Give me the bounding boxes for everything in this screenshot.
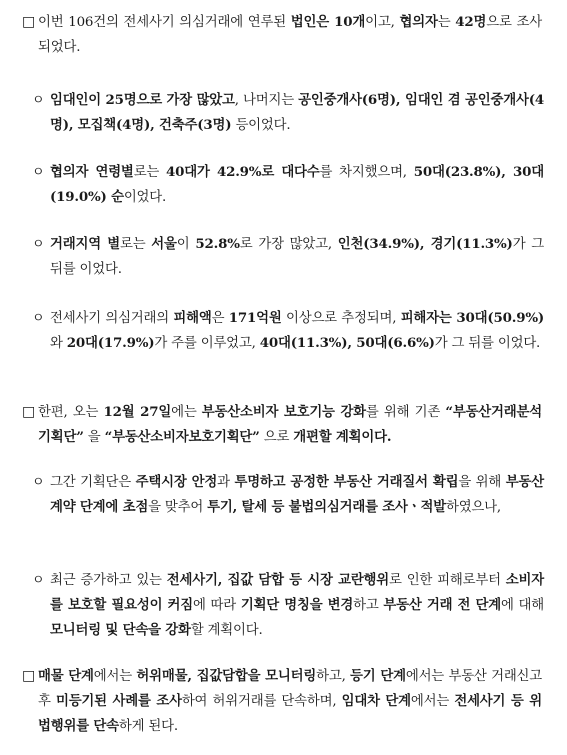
text-run: 가 그 뒤를 이었다. <box>50 237 545 277</box>
circle-bullet-icon: ㅇ <box>32 93 45 108</box>
text-run: 하고 <box>353 598 384 613</box>
text-run: 를 위해 기존 <box>365 405 446 420</box>
bullet-paragraph <box>32 470 544 520</box>
paragraph-text <box>38 10 542 60</box>
text-run: 하여 허위거래를 단속하며, <box>181 694 342 709</box>
text-run: 한편, 오는 <box>38 405 104 420</box>
text-run: 를 차지했으며, <box>319 165 414 180</box>
text-run: 로는 <box>119 237 152 252</box>
text-run: 에 대해 <box>500 598 544 613</box>
bold-text-run: “부동산거래분석기획단” <box>38 404 542 445</box>
section-paragraph <box>22 664 542 739</box>
text-run: 으로 조사되었다. <box>38 15 542 55</box>
square-bullet-icon: □ <box>22 404 36 420</box>
bold-text-run: 거래지역 별 <box>50 236 120 252</box>
bold-text-run: 부동산 계약 단계에 초점 <box>50 474 544 515</box>
paragraph-text <box>50 232 544 282</box>
text-run: 등이었다. <box>231 118 291 133</box>
bold-text-run: 미등기된 사례를 조사 <box>55 693 182 709</box>
text-run: , 나머지는 <box>234 93 299 108</box>
circle-bullet-icon: ㅇ <box>32 165 45 180</box>
bold-text-run: 소비자를 보호할 필요성이 커짐 <box>50 572 544 613</box>
bold-text-run: 부동산소비자 보호기능 강화 <box>201 404 366 420</box>
bold-text-run: 개편할 계획이다. <box>293 429 392 445</box>
text-run: 이상으로 추정되며, <box>281 311 401 326</box>
bold-text-run: 모니터링 및 단속을 강화 <box>50 622 191 638</box>
paragraph-text <box>38 664 542 739</box>
text-run: 은 <box>211 311 229 326</box>
circle-bullet-icon: ㅇ <box>32 573 45 588</box>
text-run: 로 가장 많았고, <box>239 237 338 252</box>
circle-bullet-icon: ㅇ <box>32 475 45 490</box>
text-run: 로 인한 피해로부터 <box>389 573 506 588</box>
bold-text-run: 52.8% <box>195 236 240 252</box>
bold-text-run: 40대가 42.9%로 대다수 <box>166 164 320 180</box>
paragraph-text <box>50 306 544 356</box>
paragraph-text <box>38 400 542 450</box>
bullet-paragraph <box>32 232 544 282</box>
bullet-paragraph <box>32 306 544 356</box>
text-run: 최근 증가하고 있는 <box>50 573 167 588</box>
bold-text-run: 인천(34.9%), 경기(11.3%) <box>337 236 513 252</box>
bold-text-run: 피해액 <box>173 310 212 326</box>
paragraph-text <box>50 160 544 210</box>
paragraph-text <box>50 568 544 643</box>
bold-text-run: 주택시장 안정 <box>135 474 218 490</box>
text-run: 할 계획이다. <box>190 623 263 638</box>
text-run: 하게 된다. <box>118 719 178 734</box>
bullet-paragraph <box>32 88 544 138</box>
bold-text-run: 전세사기 등 위법행위를 단속 <box>38 693 542 734</box>
text-run: 가 주를 이루었고, <box>154 336 260 351</box>
text-run: 이고, <box>365 15 400 30</box>
text-run: 하고, <box>316 669 351 684</box>
bold-text-run: 투명하고 공정한 부동산 거래질서 확립 <box>234 474 459 490</box>
paragraph-text <box>50 88 544 138</box>
text-run: 에서는 <box>93 669 137 684</box>
square-bullet-icon: □ <box>22 668 36 684</box>
text-run: 에는 <box>171 405 202 420</box>
text-run: 이 <box>176 237 196 252</box>
bold-text-run: 투기, 탈세 등 불법의심거래를 조사ㆍ적발 <box>207 499 446 515</box>
circle-bullet-icon: ㅇ <box>32 311 45 326</box>
text-run: 이었다. <box>123 190 167 205</box>
text-run: 으로 <box>259 430 294 445</box>
bold-text-run: 12월 27일 <box>103 404 172 420</box>
bold-text-run: 피해자는 30대(50.9%) <box>400 310 545 326</box>
bold-text-run: 40대(11.3%), 50대(6.6%) <box>259 335 435 351</box>
bold-text-run: 임대차 단계 <box>341 693 411 709</box>
bold-text-run: 171억원 <box>228 310 282 326</box>
bold-text-run: 매물 단계 <box>38 668 94 684</box>
bold-text-run: 허위매물, 집값담합을 모니터링 <box>136 668 317 684</box>
text-run: 로는 <box>133 165 167 180</box>
bold-text-run: 공인중개사(6명), 임대인 겸 공인중개사(4명), 모집책(4명), 건축주(3명) <box>50 92 544 133</box>
bullet-paragraph <box>32 160 544 210</box>
text-run: 이번 106건의 전세사기 의심거래에 연루된 <box>38 15 291 30</box>
section-paragraph <box>22 10 542 60</box>
text-run: 에서는 부동산 거래신고 후 <box>38 669 543 709</box>
text-run: 그간 기획단은 <box>50 475 136 490</box>
bold-text-run: 부동산 거래 전 단계 <box>383 597 501 613</box>
text-run: 전세사기 의심거래의 <box>50 311 174 326</box>
text-run: 에서는 <box>410 694 455 709</box>
text-run: 는 <box>437 15 456 30</box>
bold-text-run: 협의자 <box>399 14 438 30</box>
text-run: 을 맞추어 <box>148 500 208 515</box>
section-paragraph <box>22 400 542 450</box>
paragraph-text <box>50 470 544 520</box>
bold-text-run: “부동산소비자보호기획단” <box>104 429 260 445</box>
bold-text-run: 협의자 연령별 <box>50 164 134 180</box>
text-run: 을 위해 <box>458 475 506 490</box>
bold-text-run: 기획단 명칭을 변경 <box>240 597 354 613</box>
circle-bullet-icon: ㅇ <box>32 237 45 252</box>
bold-text-run: 42명 <box>455 14 487 30</box>
bold-text-run: 서울 <box>151 236 177 252</box>
bold-text-run: 임대인이 25명으로 가장 많았고 <box>50 92 235 108</box>
bold-text-run: 50대(23.8%), 30대(19.0%) 순 <box>50 164 544 205</box>
bullet-paragraph <box>32 568 544 643</box>
bold-text-run: 20대(17.9%) <box>66 335 155 351</box>
text-run: 에 따라 <box>193 598 241 613</box>
text-run: 와 <box>50 336 67 351</box>
text-run: 가 그 뒤를 이었다. <box>434 336 541 351</box>
bold-text-run: 법인은 10개 <box>290 14 366 30</box>
square-bullet-icon: □ <box>22 14 36 30</box>
bold-text-run: 등기 단계 <box>350 668 406 684</box>
text-run: 을 <box>83 430 105 445</box>
bold-text-run: 전세사기, 집값 담합 등 시장 교란행위 <box>166 572 390 588</box>
text-run: 하였으나, <box>445 500 501 515</box>
text-run: 과 <box>217 475 235 490</box>
